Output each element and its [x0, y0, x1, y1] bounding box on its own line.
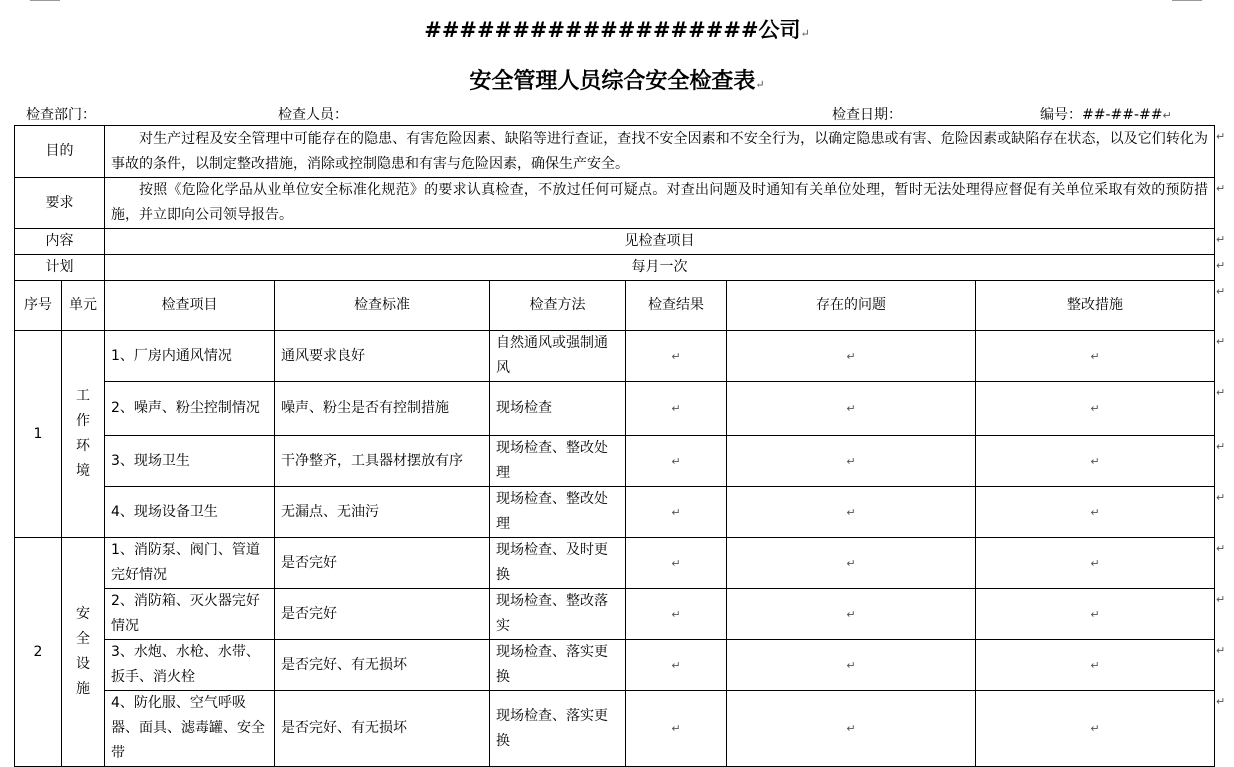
row-end-mark: ↵: [1216, 490, 1226, 504]
result-cell: ↵: [626, 538, 727, 589]
measure-cell: ↵: [976, 589, 1215, 640]
measure-cell: ↵: [976, 691, 1215, 767]
header-measure: 整改措施: [976, 281, 1215, 331]
header-corner-left: [30, 0, 60, 2]
item-cell: 3、现场卫生: [105, 436, 275, 487]
result-cell: ↵: [626, 487, 727, 538]
method-cell: 现场检查、及时更换: [490, 538, 626, 589]
result-cell: ↵: [626, 589, 727, 640]
method-cell: 现场检查、落实更换: [490, 640, 626, 691]
plan-row: [15, 255, 1215, 281]
item-cell: 2、噪声、粉尘控制情况: [105, 382, 275, 436]
result-cell: ↵: [626, 331, 727, 382]
standard-cell: 是否完好: [275, 589, 490, 640]
header-seq: 序号: [15, 281, 62, 331]
unit-char: 设: [76, 656, 90, 672]
plan-text: 每月一次: [105, 255, 1215, 281]
unit-char: 境: [76, 463, 90, 479]
measure-cell: ↵: [976, 382, 1215, 436]
requirement-text: 按照《危险化学品从业单位安全标准化规范》的要求认真检查，不放过任何可疑点。对查出问题及时通知有关单位处理，暂时无法处理得应督促有关单位采取有效的预防措施，并立即向公司领导报告。: [105, 178, 1215, 229]
table-row: [15, 538, 1215, 589]
unit-cell: [62, 538, 105, 767]
meta-dept: 检查部门：: [26, 107, 96, 123]
method-cell: 现场检查、整改处理: [490, 436, 626, 487]
paragraph-mark: ↵: [800, 27, 810, 40]
item-cell: 2、消防箱、灭火器完好情况: [105, 589, 275, 640]
standard-cell: 无漏点、无油污: [275, 487, 490, 538]
standard-cell: 干净整齐，工具器材摆放有序: [275, 436, 490, 487]
document-title: 安全管理人员综合安全检查表↵: [469, 68, 765, 94]
table-row: [15, 691, 1215, 767]
purpose-row: [15, 126, 1215, 178]
header-unit: 单元: [62, 281, 105, 331]
header-method: 检查方法: [490, 281, 626, 331]
table-row: [15, 640, 1215, 691]
meta-inspector: 检查人员：: [278, 107, 348, 123]
item-cell: 1、消防泵、阀门、管道完好情况: [105, 538, 275, 589]
content-row: [15, 229, 1215, 255]
content-text: 见检查项目: [105, 229, 1215, 255]
item-cell: 1、厂房内通风情况: [105, 331, 275, 382]
result-cell: ↵: [626, 382, 727, 436]
seq-cell: 2: [15, 538, 62, 767]
requirement-label: 要求: [15, 178, 105, 229]
plan-label: 计划: [15, 255, 105, 281]
row-end-mark: ↵: [1216, 232, 1226, 246]
result-cell: ↵: [626, 436, 727, 487]
inspection-table: [14, 125, 1215, 767]
row-end-mark: ↵: [1216, 643, 1226, 657]
row-end-mark: ↵: [1216, 592, 1226, 606]
header-result: 检查结果: [626, 281, 727, 331]
method-cell: 现场检查、整改落实: [490, 589, 626, 640]
item-cell: 4、防化服、空气呼吸器、面具、滤毒罐、安全带: [105, 691, 275, 767]
unit-char: 施: [76, 681, 90, 697]
measure-cell: ↵: [976, 436, 1215, 487]
row-end-mark: ↵: [1216, 694, 1226, 708]
measure-cell: ↵: [976, 487, 1215, 538]
row-end-mark: ↵: [1216, 181, 1226, 195]
requirement-row: [15, 178, 1215, 229]
company-name: ###################公司↵: [424, 17, 810, 42]
problem-cell: ↵: [727, 382, 976, 436]
unit-char: 作: [76, 413, 90, 429]
row-end-mark: ↵: [1216, 439, 1226, 453]
item-cell: 3、水炮、水枪、水带、扳手、消火栓: [105, 640, 275, 691]
row-end-mark: ↵: [1216, 541, 1226, 555]
measure-cell: ↵: [976, 331, 1215, 382]
header-standard: 检查标准: [275, 281, 490, 331]
row-end-mark: ↵: [1216, 258, 1226, 272]
table-header-row: [15, 281, 1215, 331]
unit-cell: [62, 331, 105, 538]
item-cell: 4、现场设备卫生: [105, 487, 275, 538]
row-end-mark: ↵: [1216, 334, 1226, 348]
problem-cell: ↵: [727, 640, 976, 691]
meta-date: 检查日期：: [832, 107, 902, 123]
table-row: [15, 436, 1215, 487]
header-problem: 存在的问题: [727, 281, 976, 331]
method-cell: 现场检查、落实更换: [490, 691, 626, 767]
row-end-mark: ↵: [1216, 129, 1226, 143]
problem-cell: ↵: [727, 487, 976, 538]
problem-cell: ↵: [727, 538, 976, 589]
method-cell: 现场检查: [490, 382, 626, 436]
row-end-mark: ↵: [1216, 385, 1226, 399]
standard-cell: 噪声、粉尘是否有控制措施: [275, 382, 490, 436]
unit-char: 环: [76, 438, 90, 454]
method-cell: 现场检查、整改处理: [490, 487, 626, 538]
table-row: [15, 382, 1215, 436]
problem-cell: ↵: [727, 331, 976, 382]
unit-char: 全: [76, 631, 90, 647]
result-cell: ↵: [626, 640, 727, 691]
problem-cell: ↵: [727, 589, 976, 640]
standard-cell: 通风要求良好: [275, 331, 490, 382]
method-cell: 自然通风或强制通风: [490, 331, 626, 382]
purpose-label: 目的: [15, 126, 105, 178]
problem-cell: ↵: [727, 691, 976, 767]
paragraph-mark: ↵: [755, 78, 765, 91]
standard-cell: 是否完好: [275, 538, 490, 589]
measure-cell: ↵: [976, 538, 1215, 589]
standard-cell: 是否完好、有无损坏: [275, 691, 490, 767]
table-row: [15, 589, 1215, 640]
purpose-text: 对生产过程及安全管理中可能存在的隐患、有害危险因素、缺陷等进行查证，查找不安全因素和不安全行为，以确定隐患或有害、危险因素或缺陷存在状态，以及它们转化为事故的条件，以制定整改措施，消除或控制隐患和有害与危险因素，确保生产安全。: [105, 126, 1215, 178]
unit-char: 安: [76, 606, 90, 622]
result-cell: ↵: [626, 691, 727, 767]
row-end-mark: ↵: [1216, 284, 1226, 298]
header-item: 检查项目: [105, 281, 275, 331]
table-row: [15, 331, 1215, 382]
standard-cell: 是否完好、有无损坏: [275, 640, 490, 691]
problem-cell: ↵: [727, 436, 976, 487]
meta-number: 编号：##-##-##↵: [1040, 107, 1172, 123]
measure-cell: ↵: [976, 640, 1215, 691]
table-row: [15, 487, 1215, 538]
header-corner-right: [1172, 0, 1202, 2]
unit-char: 工: [76, 388, 90, 404]
content-label: 内容: [15, 229, 105, 255]
seq-cell: 1: [15, 331, 62, 538]
